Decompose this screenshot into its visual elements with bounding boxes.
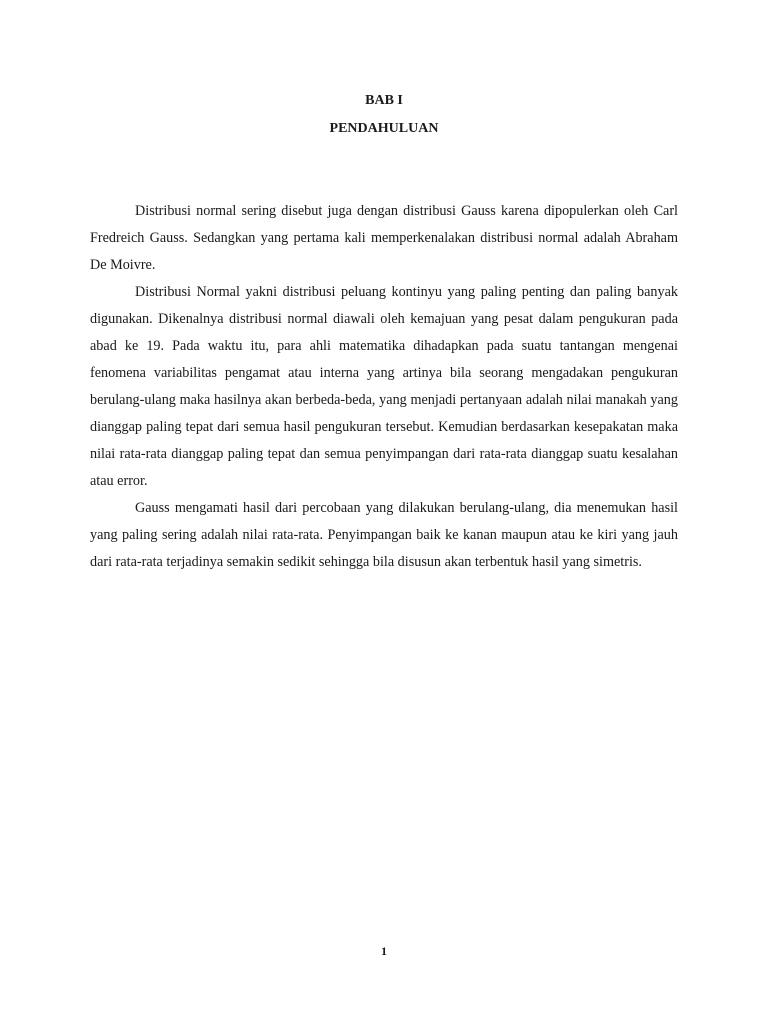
- chapter-title: PENDAHULUAN: [329, 121, 439, 136]
- paragraph: Distribusi Normal yakni distribusi peluang kontinyu yang paling penting dan paling banyak digunakan. Dikenalnya distribusi normal diawali oleh kemajuan yang pesat dalam pengukuran pada abad ke 19. Pada waktu itu, para ahli matematika dihadapkan pada suatu tantangan mengenai fenomena variabilitas pengamat atau interna yang artinya bila seorang mengadakan pengukuran berulang-ulang maka hasilnya akan berbeda-beda, yang menjadi pertanyaan adalah nilai manakah yang dianggap paling tepat dari semua hasil pengukuran tersebut. Kemudian berdasarkan kesepakatan maka nilai rata-rata dianggap paling tepat dan semua penyimpangan dari rata-rata dianggap suatu kesalahan atau error.: [90, 284, 678, 489]
- chapter-number: BAB I: [365, 93, 403, 108]
- body-text: [90, 198, 678, 576]
- page-number: 1: [381, 944, 387, 958]
- paragraph: Distribusi normal sering disebut juga dengan distribusi Gauss karena dipopulerkan oleh Carl Fredreich Gauss. Sedangkan yang pertama kali memperkenalakan distribusi normal adalah Abraham De Moivre.: [90, 203, 678, 273]
- paragraph: Gauss mengamati hasil dari percobaan yang dilakukan berulang-ulang, dia menemukan hasil yang paling sering adalah nilai rata-rata. Penyimpangan baik ke kanan maupun atau ke kiri yang jauh dari rata-rata terjadinya semakin sedikit sehingga bila disusun akan terbentuk hasil yang simetris.: [90, 500, 678, 570]
